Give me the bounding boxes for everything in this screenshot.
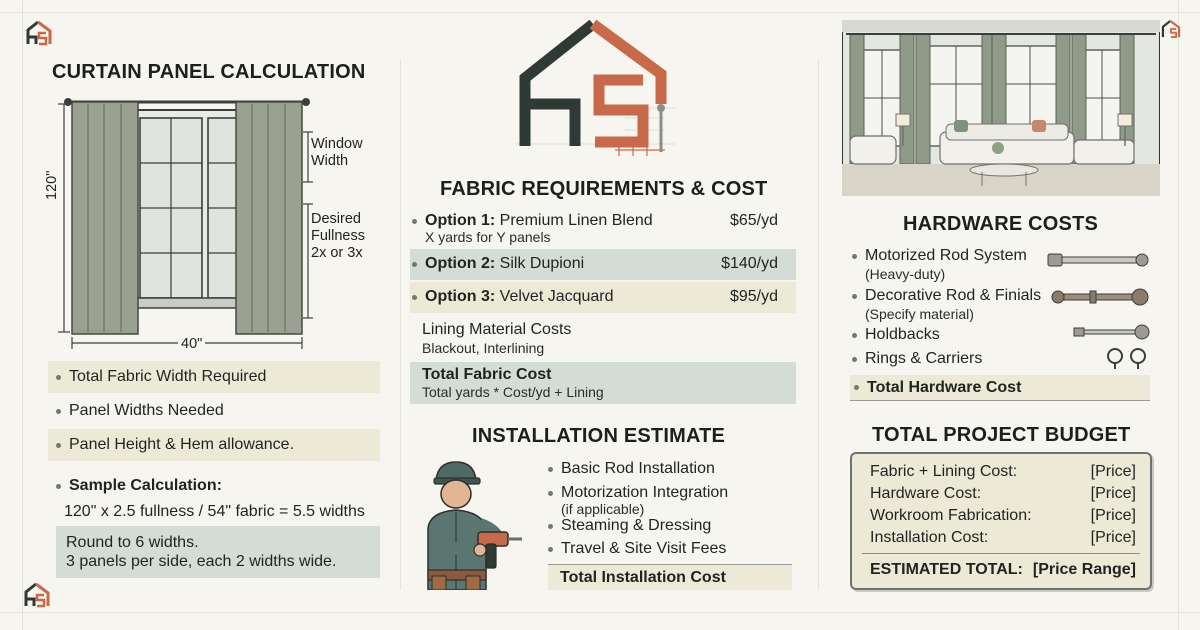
budget-row-value: [Price] bbox=[1090, 529, 1136, 546]
curtain-diagram-icon bbox=[40, 92, 340, 354]
bullet-icon bbox=[548, 467, 553, 472]
budget-row-label: Installation Cost: bbox=[870, 529, 989, 546]
option-label: Option 1: bbox=[425, 212, 496, 229]
window-width-label: Window Width bbox=[311, 136, 363, 169]
hardware-item: Motorized Rod System (Heavy-duty) bbox=[852, 247, 1027, 282]
installation-total: Total Installation Cost bbox=[548, 564, 792, 590]
option-note: X yards for Y panels bbox=[425, 229, 551, 245]
installation-item: Motorization Integration (if applicable) bbox=[548, 484, 728, 516]
bullet-icon bbox=[56, 409, 61, 414]
bullet-icon bbox=[854, 385, 859, 390]
budget-row bbox=[870, 529, 1136, 547]
sample-result-line: 3 panels per side, each 2 widths wide. bbox=[66, 553, 337, 570]
bullet-icon bbox=[412, 219, 417, 224]
bullet-icon bbox=[56, 484, 61, 489]
budget-row-label: Hardware Cost: bbox=[870, 485, 982, 502]
bullet-icon bbox=[852, 294, 857, 299]
fact-label: Panel Height & Hem allowance. bbox=[69, 436, 295, 453]
sample-result-box bbox=[56, 526, 380, 578]
bullet-icon bbox=[412, 295, 417, 300]
bullet-icon bbox=[852, 357, 857, 362]
budget-box bbox=[850, 452, 1152, 590]
sample-result-line: Round to 6 widths. bbox=[66, 534, 199, 551]
hardware-item: Rings & Carriers bbox=[852, 350, 982, 368]
fabric-option-row bbox=[410, 282, 796, 313]
estimated-total-row bbox=[870, 561, 1136, 579]
option-price: $65/yd bbox=[729, 212, 778, 229]
lining-note: Blackout, Interlining bbox=[422, 340, 545, 356]
option-name: Premium Linen Blend bbox=[499, 212, 653, 229]
fabric-total-box bbox=[410, 362, 796, 404]
bullet-icon bbox=[56, 375, 61, 380]
hardware-total: Total Hardware Cost bbox=[850, 375, 1150, 401]
estimated-total-label: ESTIMATED TOTAL: bbox=[870, 561, 1023, 578]
fact-label: Total Fabric Width Required bbox=[69, 368, 267, 385]
lining-title: Lining Material Costs bbox=[422, 321, 572, 338]
option-price: $140/yd bbox=[721, 255, 778, 272]
budget-row-value: [Price] bbox=[1090, 507, 1136, 524]
estimated-total-value: [Price Range] bbox=[1032, 561, 1136, 578]
brand-logo-icon bbox=[515, 18, 675, 162]
bullet-icon bbox=[56, 443, 61, 448]
option-label: Option 3: bbox=[425, 288, 496, 305]
fact-row bbox=[48, 395, 380, 427]
installer-worker-icon bbox=[414, 458, 522, 590]
fact-row bbox=[48, 429, 380, 461]
option-name: Velvet Jacquard bbox=[499, 288, 614, 305]
corner-logo-icon bbox=[24, 18, 54, 48]
holdback-icon bbox=[1072, 322, 1152, 342]
fabric-total-formula: Total yards * Cost/yd + Lining bbox=[422, 384, 604, 400]
budget-row bbox=[870, 485, 1136, 503]
budget-row-value: [Price] bbox=[1090, 463, 1136, 480]
fabric-option-row bbox=[410, 206, 796, 248]
fact-row bbox=[48, 361, 380, 393]
option-price: $95/yd bbox=[729, 288, 778, 305]
bullet-icon bbox=[852, 333, 857, 338]
installation-item: Basic Rod Installation bbox=[548, 460, 715, 478]
corner-logo-icon bbox=[1160, 18, 1182, 40]
bullet-icon bbox=[548, 547, 553, 552]
fact-label: Panel Widths Needed bbox=[69, 402, 224, 419]
budget-row bbox=[870, 507, 1136, 525]
living-room-illustration-icon bbox=[842, 20, 1160, 196]
installation-section-title: INSTALLATION ESTIMATE bbox=[472, 425, 726, 447]
height-dimension-label: 120" bbox=[44, 170, 60, 200]
fabric-total-title: Total Fabric Cost bbox=[422, 366, 552, 383]
hardware-item: Decorative Rod & Finials (Specify material) bbox=[852, 287, 1041, 322]
installation-item: Steaming & Dressing bbox=[548, 517, 711, 535]
budget-row bbox=[870, 463, 1136, 481]
installation-item: Travel & Site Visit Fees bbox=[548, 540, 726, 558]
corner-logo-icon bbox=[22, 580, 52, 610]
bullet-icon bbox=[412, 262, 417, 267]
fabric-section-title: FABRIC REQUIREMENTS & COST bbox=[440, 178, 768, 200]
budget-row-value: [Price] bbox=[1090, 485, 1136, 502]
rings-carriers-icon bbox=[1104, 347, 1150, 371]
bullet-icon bbox=[548, 491, 553, 496]
sample-calculation-title: Sample Calculation: bbox=[56, 477, 222, 495]
budget-row-label: Workroom Fabrication: bbox=[870, 507, 1032, 524]
hardware-item: Holdbacks bbox=[852, 326, 940, 344]
hardware-section-title: HARDWARE COSTS bbox=[903, 213, 1099, 235]
budget-row-label: Fabric + Lining Cost: bbox=[870, 463, 1018, 480]
curtain-section-title: CURTAIN PANEL CALCULATION bbox=[52, 61, 366, 83]
budget-section-title: TOTAL PROJECT BUDGET bbox=[872, 424, 1131, 446]
option-label: Option 2: bbox=[425, 255, 496, 272]
desired-fullness-label: Desired Fullness 2x or 3x bbox=[311, 211, 365, 261]
width-dimension-label: 40" bbox=[178, 336, 205, 353]
option-name: Silk Dupioni bbox=[499, 255, 585, 272]
bullet-icon bbox=[852, 254, 857, 259]
decorative-rod-finial-icon bbox=[1050, 286, 1150, 308]
bullet-icon bbox=[548, 524, 553, 529]
motorized-rod-icon bbox=[1046, 250, 1150, 270]
sample-formula: 120" x 2.5 fullness / 54" fabric = 5.5 widths bbox=[64, 503, 365, 520]
fabric-option-row bbox=[410, 249, 796, 280]
